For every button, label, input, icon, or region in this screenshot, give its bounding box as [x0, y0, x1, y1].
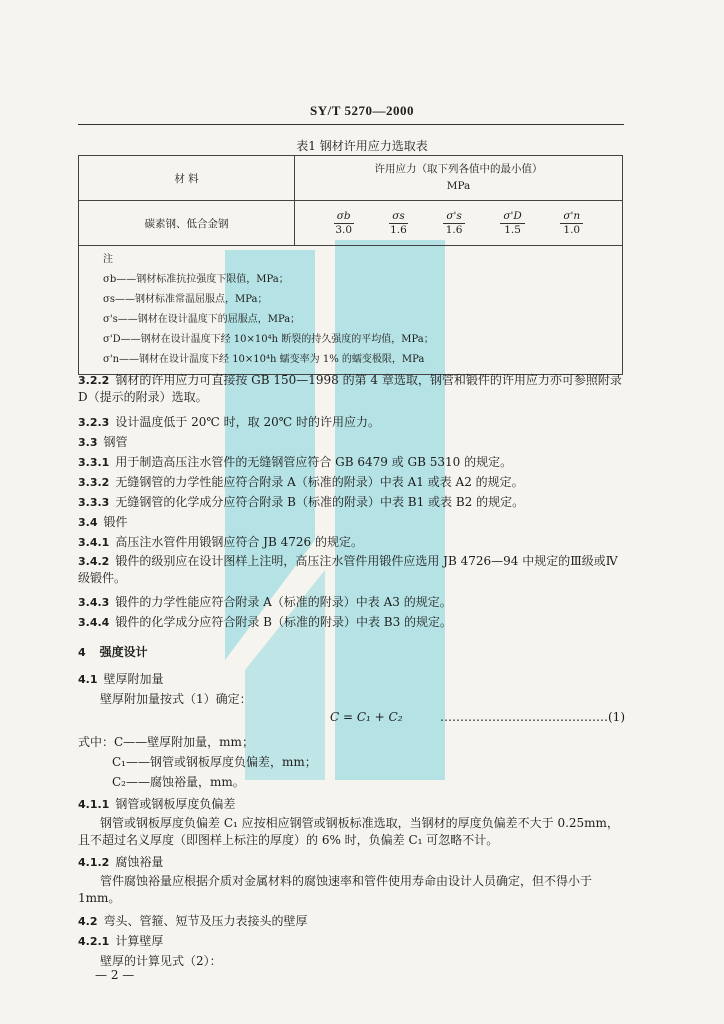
clause-3-3-2: 3.3.2 无缝钢管的力学性能应符合附录 A（标准的附录）中表 A1 或表 A2 的规定。 — [78, 475, 524, 489]
note-item: σs——钢材标准常温屈服点，MPa； — [103, 294, 268, 305]
allowable-stress-table — [78, 155, 623, 375]
section-3-4-heading: 3.4 锻件 — [78, 515, 128, 529]
clause-3-4-3: 3.4.3 锻件的力学性能应符合附录 A（标准的附录）中表 A3 的规定。 — [78, 595, 452, 609]
notes-row — [79, 246, 623, 375]
note-item: σ's——钢材在设计温度下的屈服点，MPa； — [103, 314, 301, 325]
clause-4-1-2: 4.1.2 腐蚀裕量 — [78, 855, 164, 869]
formula-1: C = C₁ + C₂ — [330, 710, 403, 724]
fraction-sigma-d-t: $\frac{\sigma'D}{1.5}$ — [500, 210, 524, 237]
stress-fractions — [295, 201, 623, 246]
allowable-stress-unit: MPa — [446, 180, 471, 192]
table-row — [79, 201, 623, 246]
note-item: σ'D——钢材在设计温度下经 10×10⁴h 断裂的持久强度的平均值，MPa； — [103, 334, 434, 345]
table-caption: 表1 钢材许用应力选取表 — [296, 139, 428, 153]
section-3-3-heading: 3.3 钢管 — [78, 435, 128, 449]
clause-4-1-2-body: 管件腐蚀裕量应根据介质对金属材料的腐蚀速率和管件使用寿命由设计人员确定，但不得小于 1mm。 — [78, 874, 593, 905]
section-4-heading: 4 强度设计 — [78, 645, 148, 659]
clause-4-1-1-body: 钢管或钢板厚度负偏差 C₁ 应按相应钢管或钢板标准选取，当钢材的厚度负偏差不大于 0.25mm，且不超过名义厚度（即图样上标注的厚度）的 6% 时，负偏差 C₁ 可忽略不计。 — [78, 816, 619, 847]
clause-3-3-1: 3.3.1 用于制造高压注水管件的无缝钢管应符合 GB 6479 或 GB 5310 的规定。 — [78, 455, 513, 469]
material-name: 碳素钢、低合金钢 — [79, 201, 295, 246]
clause-4-2-1: 4.2.1 计算壁厚 — [78, 934, 164, 948]
page-number: — 2 — — [95, 968, 135, 982]
note-label: 注 — [103, 254, 113, 265]
formula-1-ref: ……………………………………(1) — [440, 710, 625, 724]
clause-4-2-1-body: 壁厚的计算见式（2）： — [100, 954, 222, 968]
clause-3-3-3: 3.3.3 无缝钢管的化学成分应符合附录 B（标准的附录）中表 B1 或表 B2 的规定。 — [78, 495, 525, 509]
fraction-sigma-n-t: $\frac{\sigma'n}{1.0}$ — [560, 210, 583, 237]
clause-3-4-4: 3.4.4 锻件的化学成分应符合附录 B（标准的附录）中表 B3 的规定。 — [78, 615, 453, 629]
allowable-stress-header — [295, 156, 623, 201]
where-c2: C₂——腐蚀裕量，mm。 — [112, 775, 245, 789]
where-c: 式中：C——壁厚附加量，mm； — [78, 735, 254, 749]
fraction-sigma-b: $\frac{\sigma b}{3.0}$ — [335, 209, 353, 236]
section-4-1-heading: 4.1 壁厚附加量 — [78, 672, 164, 686]
clause-4-1-1: 4.1.1 钢管或钢板厚度负偏差 — [78, 797, 236, 811]
fraction-sigma-s: $\frac{\sigma s}{1.6}$ — [390, 209, 407, 236]
clause-3-2-2: 3.2.2 钢材的许用应力可直接按 GB 150—1998 的第 4 章选取，钢管和锻件的许用应力亦可参照附录 D（提示的附录）选取。 — [78, 373, 622, 404]
clause-3-2-3: 3.2.3 设计温度低于 20℃ 时，取 20℃ 时的许用应力。 — [78, 415, 380, 429]
note-item: σb——钢材标准抗拉强度下限值，MPa； — [103, 274, 289, 285]
clause-3-4-2: 3.4.2 锻件的级别应在设计图样上注明，高压注水管件用锻件应选用 JB 4726—94 中规定的Ⅲ级或Ⅳ级锻件。 — [78, 554, 618, 585]
fraction-sigma-s-t: $\frac{\sigma's}{1.6}$ — [443, 210, 464, 237]
note-item: σ'n——钢材在设计温度下经 10×10⁴h 蠕变率为 1% 的蠕变极限，MPa — [103, 354, 425, 365]
table-notes — [79, 246, 623, 375]
where-c1: C₁——钢管或钢板厚度负偏差，mm； — [112, 755, 317, 769]
allowable-stress-title: 许用应力（取下列各值中的最小值） — [374, 163, 543, 175]
table-header-row — [79, 156, 623, 201]
material-header: 材 料 — [79, 156, 295, 201]
document-header: SY/T 5270—2000 — [310, 103, 414, 118]
clause-3-4-1: 3.4.1 高压注水管件用锻钢应符合 JB 4726 的规定。 — [78, 535, 363, 549]
header-rule — [78, 124, 624, 125]
section-4-2-heading: 4.2 弯头、管箍、短节及压力表接头的壁厚 — [78, 914, 308, 928]
section-4-1-intro: 壁厚附加量按式（1）确定： — [100, 692, 252, 706]
